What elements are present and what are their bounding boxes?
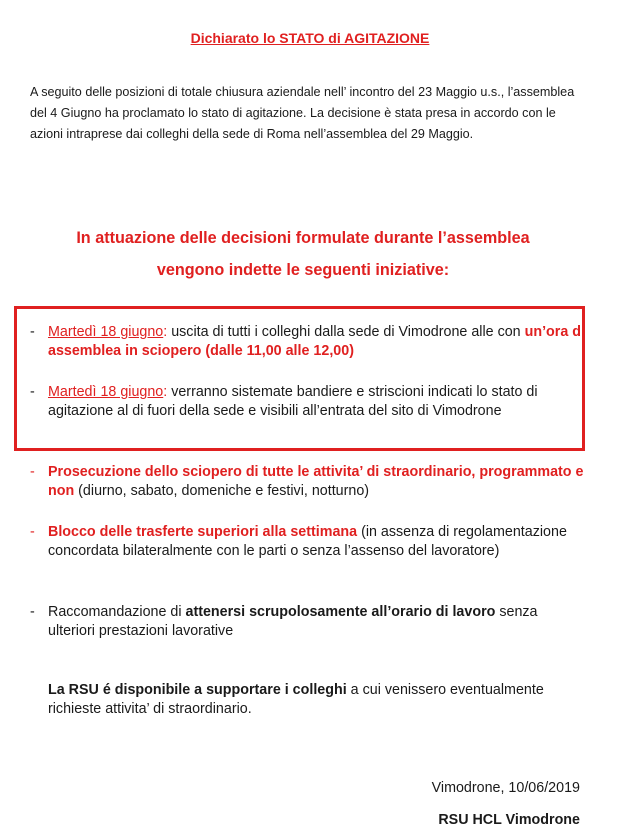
initiative-text-1: [48, 323, 588, 361]
intro-paragraph: A seguito delle posizioni di totale chiusura aziendale nell’ incontro del 23 Maggio u.s., l’assemblea del 4 Giugno ha proclamato lo stato di agitazione. La decisione è stata presa in accordo con le azioni intraprese dai colleghi della sede di Roma nell’assemblea del 29 Maggio.: [30, 85, 575, 141]
list-dash: -: [30, 524, 35, 540]
initiatives-heading: [0, 222, 606, 286]
initiative-body-1: uscita di tutti i colleghi dalla sede di Vimodrone alle con: [167, 324, 525, 340]
date-line: Vimodrone, 10/06/2019: [431, 780, 580, 796]
list-dash: -: [30, 464, 35, 480]
initiative-sep-2: :: [163, 384, 168, 400]
initiative-pre-5: Raccomandazione di: [48, 604, 186, 620]
initiative-bold-5: attenersi scrupolosamente all’orario di lavoro: [185, 604, 496, 620]
heading-line-2: vengono indette le seguenti iniziative:: [156, 261, 450, 279]
list-dash: -: [30, 384, 35, 400]
document-title: Dichiarato lo STATO di AGITAZIONE: [190, 30, 430, 46]
initiative-body-4: (in assenza di regolamentazione concordata bilateralmente con le parti o senza l’assenso del lavoratore): [48, 524, 567, 559]
initiative-text-3: [48, 463, 588, 501]
closing-bold: La RSU é disponibile a supportare i colleghi: [48, 682, 347, 698]
list-dash: -: [30, 324, 35, 340]
heading-line-1: In attuazione delle decisioni formulate durante l’assemblea: [76, 229, 530, 247]
initiative-body-2: verranno sistemate bandiere e striscioni indicati lo stato di agitazione al di fuori della sede e visibili all’entrata del sito di Vimodrone: [48, 384, 538, 419]
closing-paragraph: [48, 681, 568, 719]
initiative-text-5: [48, 603, 588, 641]
initiative-date-1: Martedì 18 giugno: [48, 324, 164, 340]
initiative-bold-1: un’ora di assemblea in sciopero (dalle 11,00 alle 12,00): [48, 324, 585, 359]
initiative-text-2: [48, 383, 588, 421]
initiative-bold-4: Blocco delle trasferte superiori alla settimana: [48, 524, 358, 540]
initiative-sep-1: :: [163, 324, 168, 340]
initiative-bold-3: Prosecuzione dello sciopero di tutte le attivita’ di straordinario, programmato e non: [48, 464, 584, 499]
initiative-date-2: Martedì 18 giugno: [48, 384, 164, 400]
signature: RSU HCL Vimodrone: [438, 812, 580, 828]
initiative-text-4: [48, 523, 588, 561]
closing-text: a cui venissero eventualmente richieste attivita’ di straordinario.: [48, 682, 544, 717]
initiative-body-3: (diurno, sabato, domeniche e festivi, notturno): [74, 483, 370, 499]
initiative-body-5: senza ulteriori prestazioni lavorative: [48, 604, 538, 639]
list-dash: -: [30, 604, 35, 620]
